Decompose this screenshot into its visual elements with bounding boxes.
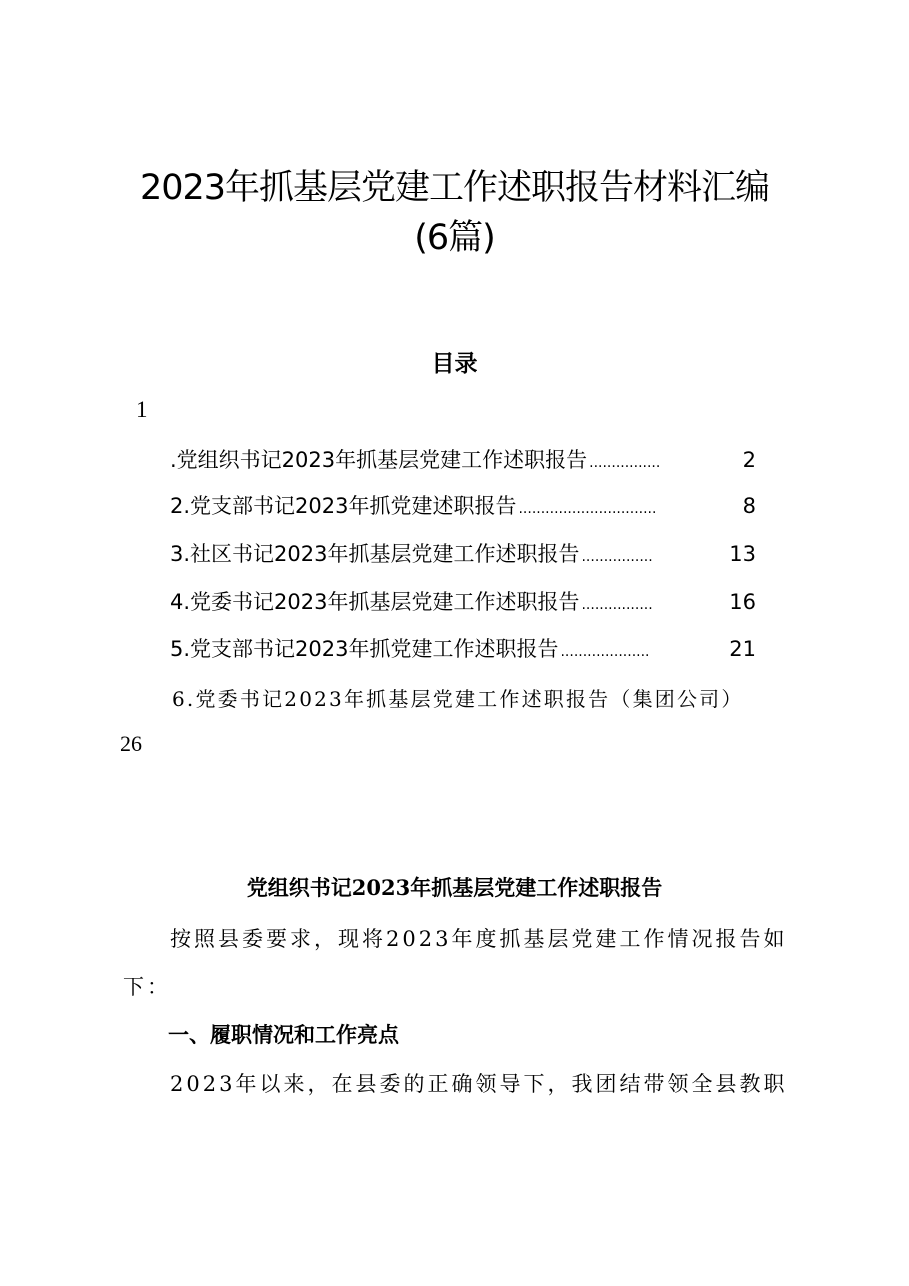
toc-entry-label: 2.党支部书记2023年抓党建述职报告 bbox=[170, 494, 517, 518]
toc-entry-leader: ............................... bbox=[518, 501, 657, 517]
toc-entry[interactable] bbox=[170, 633, 756, 663]
subheading: 一、履职情况和工作亮点 bbox=[168, 1023, 399, 1047]
toc-entry-page: 16 bbox=[729, 590, 756, 614]
paragraph-text: 2023年以来，在县委的正确领导下，我团结带领全县教职 bbox=[170, 1072, 788, 1096]
toc-entry[interactable] bbox=[170, 586, 756, 616]
toc-entry-page: 2 bbox=[742, 448, 756, 472]
toc-entry-label: 5.党支部书记2023年抓党建工作述职报告 bbox=[170, 637, 559, 661]
toc-entry[interactable] bbox=[170, 444, 756, 474]
toc-heading: 目录 bbox=[431, 350, 478, 377]
toc-entry-leader: ................ bbox=[581, 549, 653, 565]
toc-entry-leader: ................ bbox=[589, 455, 661, 471]
toc-entry-label: 4.党委书记2023年抓基层党建工作述职报告 bbox=[170, 590, 580, 614]
toc-entry-page: 13 bbox=[729, 542, 756, 566]
toc-entry[interactable] bbox=[170, 490, 756, 520]
toc-entry-6-label[interactable]: 6.党委书记2023年抓基层党建工作述职报告（集团公司） bbox=[172, 687, 744, 711]
toc-entry-label: 3.社区书记2023年抓基层党建工作述职报告 bbox=[170, 542, 580, 566]
toc-entry-page: 21 bbox=[729, 637, 756, 661]
toc-entry-page: 8 bbox=[742, 494, 756, 518]
toc-leading-number: 1 bbox=[136, 397, 148, 422]
toc-entry-label: .党组织书记2023年抓基层党建工作述职报告 bbox=[170, 448, 588, 472]
document-title-line-2: (6篇) bbox=[414, 218, 495, 258]
toc-entry[interactable] bbox=[170, 538, 756, 568]
toc-entry-leader: ................ bbox=[581, 597, 653, 613]
toc-entry-6-page: 26 bbox=[120, 731, 142, 756]
document-title-line-1: 2023年抓基层党建工作述职报告材料汇编 bbox=[139, 168, 770, 208]
paragraph-text: 按照县委要求，现将2023年度抓基层党建工作情况报告如 bbox=[170, 927, 788, 951]
paragraph-text: 下： bbox=[123, 975, 171, 999]
toc-entry-leader: .................... bbox=[560, 644, 650, 660]
section-title: 党组织书记2023年抓基层党建工作述职报告 bbox=[246, 875, 663, 900]
